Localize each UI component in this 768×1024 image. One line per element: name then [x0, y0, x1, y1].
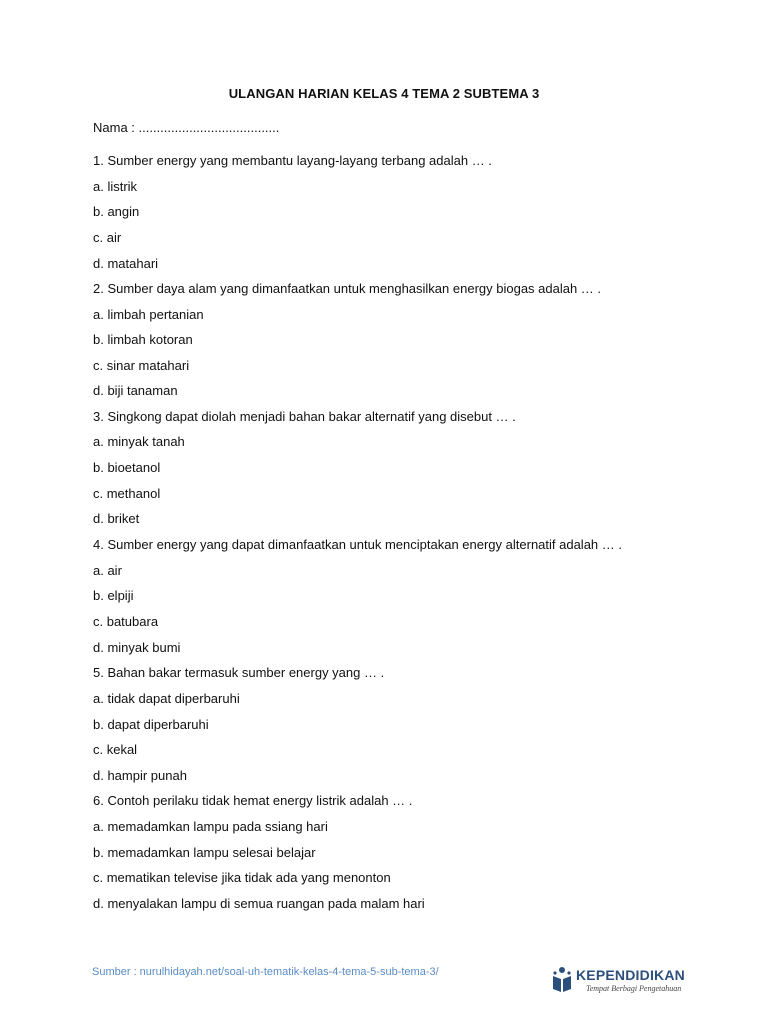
question-6-option-a: a. memadamkan lampu pada ssiang hari — [93, 819, 328, 834]
question-3-option-b: b. bioetanol — [93, 460, 161, 475]
question-1-option-c: c. air — [93, 230, 122, 245]
question-5-option-a: a. tidak dapat diperbaruhi — [93, 691, 240, 706]
question-4-option-d: d. minyak bumi — [93, 640, 181, 655]
question-6-option-c: c. mematikan televise jika tidak ada yang menonton — [93, 870, 391, 885]
name-field-line: Nama : ....................................... — [93, 120, 280, 135]
question-2-option-d: d. biji tanaman — [93, 383, 178, 398]
question-1: 1. Sumber energy yang membantu layang-layang terbang adalah … . — [93, 153, 492, 168]
page-title: ULANGAN HARIAN KELAS 4 TEMA 2 SUBTEMA 3 — [228, 86, 540, 101]
kependidikan-logo — [551, 964, 691, 998]
question-4-option-a: a. air — [93, 563, 122, 578]
question-2-option-b: b. limbah kotoran — [93, 332, 193, 347]
question-4-option-b: b. elpiji — [93, 588, 134, 603]
question-5-option-c: c. kekal — [93, 742, 138, 757]
question-6: 6. Contoh perilaku tidak hemat energy listrik adalah … . — [93, 793, 413, 808]
question-6-option-b: b. memadamkan lampu selesai belajar — [93, 845, 316, 860]
question-2-option-c: c. sinar matahari — [93, 358, 190, 373]
question-3-option-c: c. methanol — [93, 486, 161, 501]
footer-source-link[interactable]: Sumber : nurulhidayah.net/soal-uh-tematik-kelas-4-tema-5-sub-tema-3/ — [92, 966, 439, 978]
question-3: 3. Singkong dapat diolah menjadi bahan bakar alternatif yang disebut … . — [93, 409, 516, 424]
question-4-option-c: c. batubara — [93, 614, 159, 629]
book-people-icon — [551, 966, 573, 994]
logo-text: KEPENDIDIKAN — [576, 967, 685, 983]
logo-tagline: Tempat Berbagi Pengetahuan — [586, 984, 682, 993]
question-5: 5. Bahan bakar termasuk sumber energy yang … . — [93, 665, 385, 680]
question-1-option-d: d. matahari — [93, 256, 159, 271]
question-5-option-d: d. hampir punah — [93, 768, 187, 783]
question-6-option-d: d. menyalakan lampu di semua ruangan pada malam hari — [93, 896, 425, 911]
question-1-option-a: a. listrik — [93, 179, 138, 194]
question-2-option-a: a. limbah pertanian — [93, 307, 204, 322]
question-2: 2. Sumber daya alam yang dimanfaatkan untuk menghasilkan energy biogas adalah … . — [93, 281, 602, 296]
question-5-option-b: b. dapat diperbaruhi — [93, 717, 209, 732]
question-3-option-a: a. minyak tanah — [93, 434, 185, 449]
question-1-option-b: b. angin — [93, 204, 140, 219]
question-3-option-d: d. briket — [93, 511, 140, 526]
question-4: 4. Sumber energy yang dapat dimanfaatkan untuk menciptakan energy alternatif adalah … . — [93, 537, 622, 552]
